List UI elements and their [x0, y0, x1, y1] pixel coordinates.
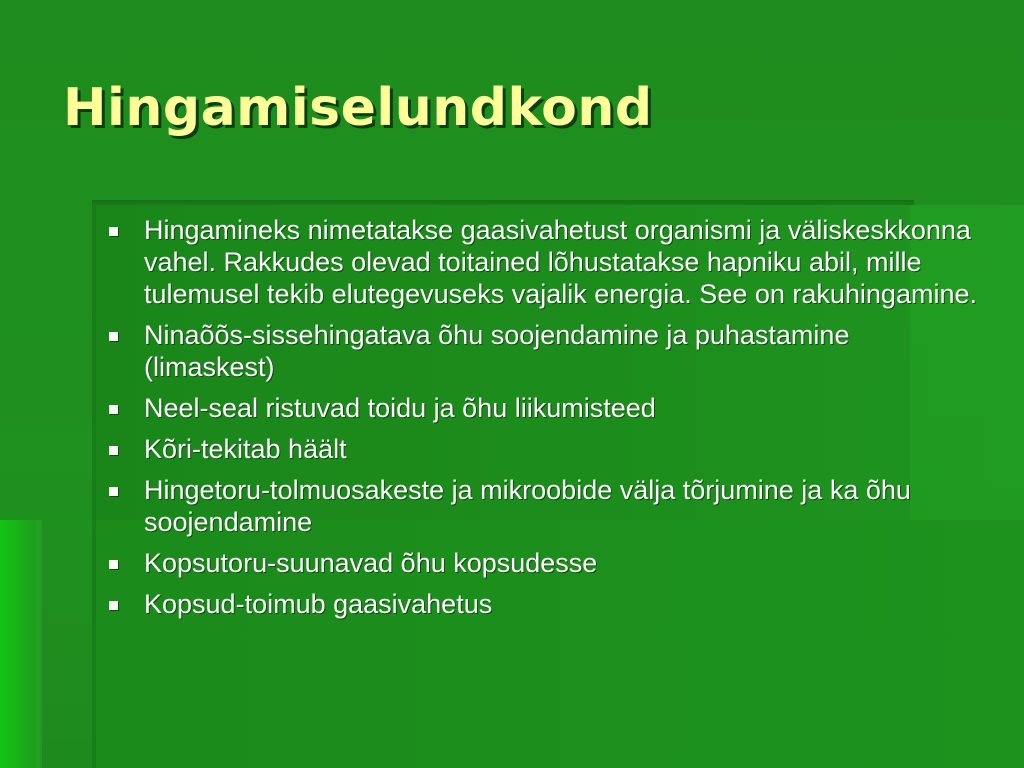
bullet-item: [106, 392, 986, 424]
square-bullet-icon: [109, 560, 118, 569]
square-bullet-icon: [109, 405, 118, 414]
square-bullet-icon: [109, 227, 118, 236]
bullet-text: Neel-seal ristuvad toidu ja õhu liikumisteed: [144, 393, 656, 423]
bullet-item: [106, 474, 986, 538]
background-divider-line: [92, 205, 96, 768]
background-panel-left: [0, 520, 40, 768]
bullet-item: [106, 588, 986, 620]
background-panel-left-edge: [36, 520, 42, 768]
bullet-list: [106, 214, 986, 629]
bullet-item: [106, 433, 986, 465]
bullet-item: [106, 547, 986, 579]
slide-title: Hingamiselundkond: [63, 78, 653, 138]
square-bullet-icon: [109, 446, 118, 455]
square-bullet-icon: [109, 601, 118, 610]
bullet-text: Kopsud-toimub gaasivahetus: [144, 589, 493, 619]
bullet-item: [106, 214, 986, 310]
bullet-text: Kõri-tekitab häält: [144, 434, 347, 464]
square-bullet-icon: [109, 332, 118, 341]
bullet-text: Hingetoru-tolmuosakeste ja mikroobide välja tõrjumine ja ka õhu soojendamine: [144, 475, 911, 537]
bullet-text: Hingamineks nimetatakse gaasivahetust organismi ja väliskeskkonna vahel. Rakkudes olevad toitained lõhustatakse hapniku abil, mille tulemusel tekib elutegevuseks vajalik energia. See on rakuhingamine.: [144, 215, 977, 309]
bullet-item: [106, 319, 986, 383]
bullet-text: Ninaõõs-sissehingatava õhu soojendamine ja puhastamine (limaskest): [144, 320, 850, 382]
bullet-text: Kopsutoru-suunavad õhu kopsudesse: [144, 548, 598, 578]
square-bullet-icon: [109, 487, 118, 496]
